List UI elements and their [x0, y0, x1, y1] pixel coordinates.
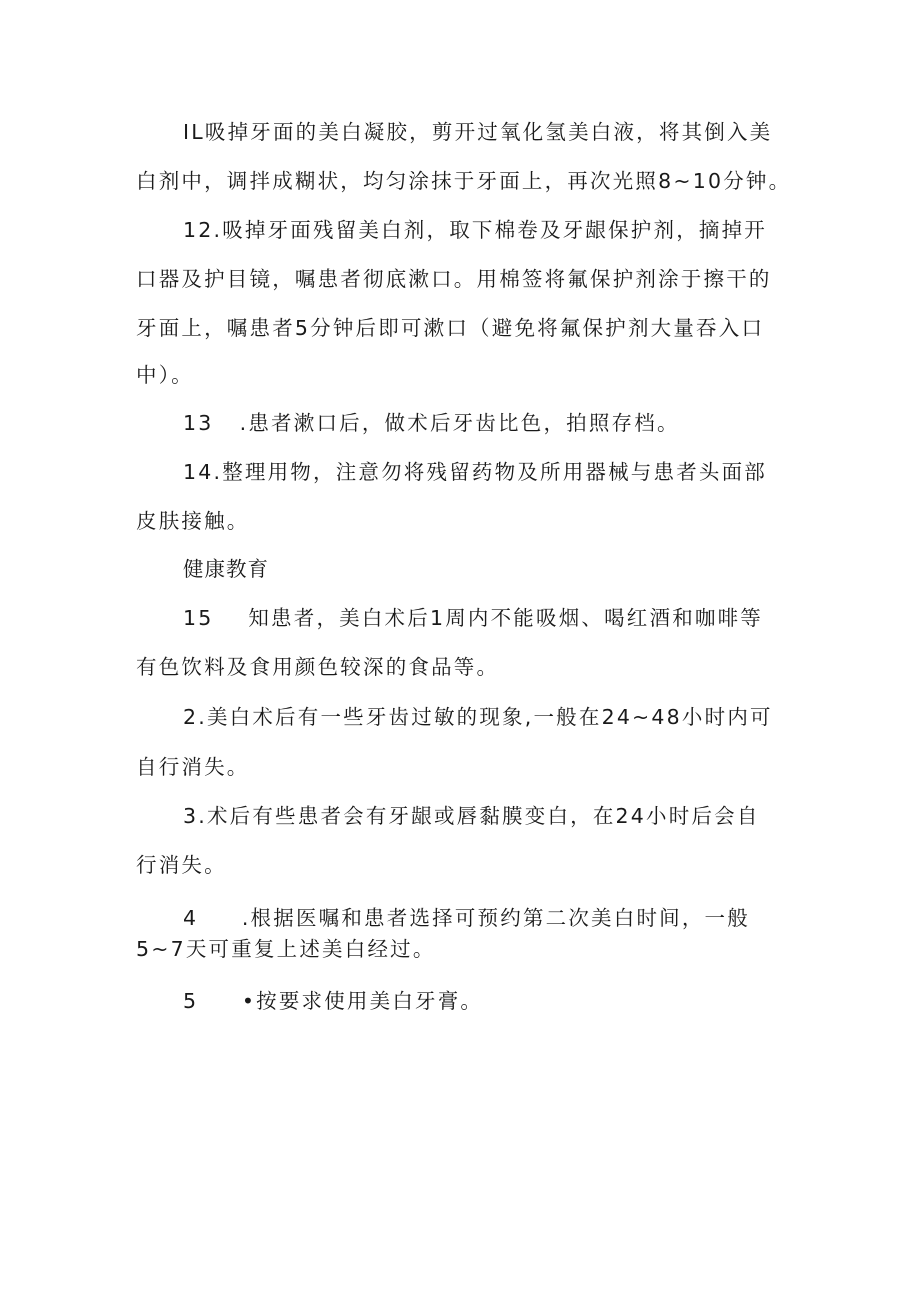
paragraph-11-line-2: 白剂中，调拌成糊状，均匀涂抹于牙面上，再次光照8~10分钟。 [136, 169, 792, 193]
paragraph-4-line-1: 4 .根据医嘱和患者选择可预约第二次美白时间，一般 [183, 906, 750, 930]
paragraph-14-line-2: 皮肤接触。 [136, 509, 250, 533]
paragraph-5-line-1: 5 •按要求使用美白牙膏。 [183, 989, 484, 1013]
paragraph-3-line-2: 行消失。 [136, 853, 227, 877]
paragraph-12-line-1: 12.吸掉牙面残留美白剂，取下棉卷及牙龈保护剂，摘掉开 [183, 218, 768, 242]
paragraph-14-line-1: 14.整理用物，注意勿将残留药物及所用器械与患者头面部 [183, 460, 768, 484]
paragraph-11-line-1: IL吸掉牙面的美白凝胶，剪开过氧化氢美白液，将其倒入美 [183, 120, 773, 144]
paragraph-15-line-1: 15 知患者，美白术后1周内不能吸烟、喝红酒和咖啡等 [183, 606, 763, 630]
paragraph-13-line-1: 13 .患者漱口后，做术后牙齿比色，拍照存档。 [183, 411, 680, 435]
paragraph-12-line-3: 牙面上，嘱患者5分钟后即可漱口（避免将氟保护剂大量吞入口 [136, 316, 765, 340]
paragraph-4-line-2: 5~7天可重复上述美白经过。 [136, 937, 436, 961]
section-heading: 健康教育 [183, 557, 269, 581]
paragraph-12-line-4: 中）。 [136, 363, 194, 387]
paragraph-2-line-1: 2.美白术后有一些牙齿过敏的现象,一般在24~48小时内可 [183, 705, 773, 729]
paragraph-2-line-2: 自行消失。 [136, 755, 250, 779]
paragraph-12-line-2: 口器及护目镜，嘱患者彻底漱口。用棉签将氟保护剂涂于擦干的 [136, 267, 772, 291]
paragraph-15-line-2: 有色饮料及食用颜色较深的食品等。 [136, 655, 500, 679]
paragraph-3-line-1: 3.术后有些患者会有牙龈或唇黏膜变白，在24小时后会自 [183, 804, 760, 828]
